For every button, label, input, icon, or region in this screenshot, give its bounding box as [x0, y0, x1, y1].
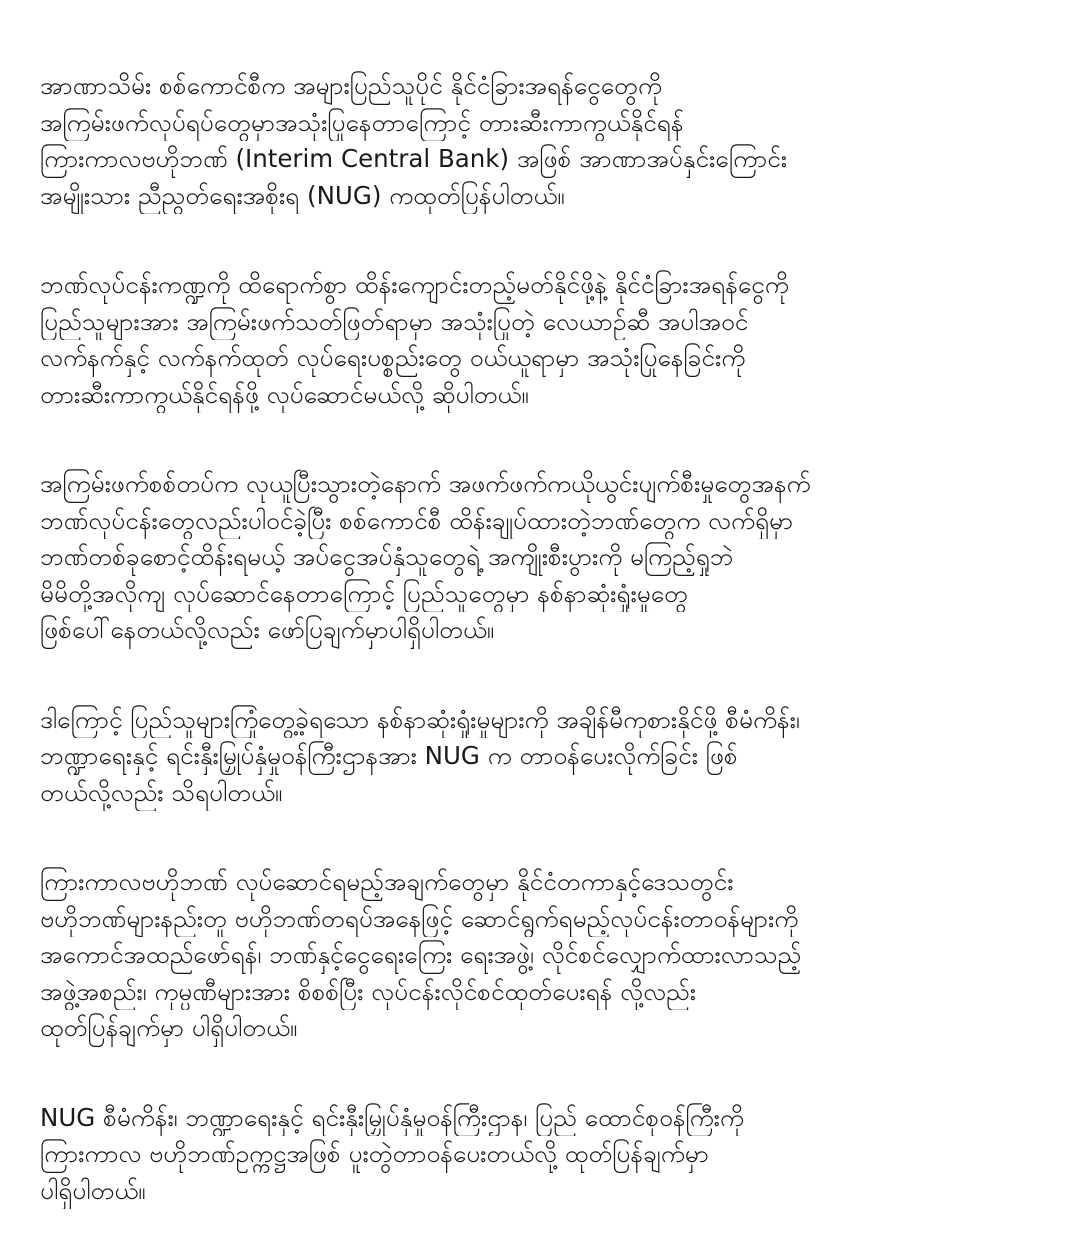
text-line: လက်နက်နှင့် လက်နက်ထုတ် လုပ်ရေးပစ္စည်းတွေ ဝယ်ယူရာမှာ အသုံးပြုနေခြင်းကို — [40, 343, 746, 372]
text-line: တယ်လို့လည်း သိရပါတယ်။ — [40, 777, 283, 807]
text-line: အဖွဲ့အစည်း၊ ကုမ္ပဏီများအား စိစစ်ပြီး လုပ်ငန်းလိုင်စင်ထုတ်ပေးရန် လို့လည်း — [40, 976, 696, 1006]
text-line: ဗဟိုဘဏ်များနည်းတူ ဗဟိုဘဏ်တရပ်အနေဖြင့် ဆောင်ရွက်ရမည့်လုပ်ငန်းတာဝန်များကို — [40, 903, 799, 933]
text-line: ကြားကာလ ဗဟိုဘဏ်ဥက္ကဋ္ဌအဖြစ် ပူးတွဲတာဝန်ပေးတယ်လို့ ထုတ်ပြန်ချက်မှာ — [40, 1139, 709, 1168]
paragraph-2 — [40, 267, 1040, 413]
text-line: အာဏာသိမ်း စစ်ကောင်စီက အများပြည်သူပိုင် နိုင်ငံခြားအရန်ငွေတွေကို — [40, 71, 662, 100]
paragraph-5 — [40, 864, 1040, 1047]
text-line: တားဆီးကာကွယ်နိုင်ရန်ဖို့ လုပ်ဆောင်မယ်လို့ ဆိုပါတယ်။ — [40, 379, 529, 409]
text-line: အကောင်အထည်ဖော်ရန်၊ ဘဏ်နှင့်ငွေရေးကြေး ရေးအဖွဲ့၊ လိုင်စင်လျှောက်ထားလာသည့် — [40, 940, 802, 969]
text-line: မိမိတို့အလိုကျ လုပ်ဆောင်နေတာကြောင့် ပြည်သူတွေမှာ နစ်နာဆုံးရှုံးမှုတွေ — [40, 578, 688, 608]
text-line: ထုတ်ပြန်ချက်မှာ ပါရှိပါတယ်။ — [40, 1013, 298, 1042]
paragraph-1 — [40, 68, 1040, 214]
text-line: ဒါကြောင့် ပြည်သူများကြုံတွေ့ခဲ့ရသော နစ်နာဆုံးရှုံးမှုများကို အချိန်မီကုစားနိုင်ဖို့ စီမံကိန်း၊ — [40, 704, 800, 734]
text-line: အမျိုးသား ညီညွတ်ရေးအစိုးရ (NUG) ကထုတ်ပြန်ပါတယ်။ — [40, 180, 565, 210]
text-line: ဖြစ်ပေါ်နေတယ်လို့လည်း ဖော်ပြချက်မှာပါရှိပါတယ်။ — [40, 615, 495, 644]
text-line: ကြားကာလဗဟိုဘဏ် (Interim Central Bank) အဖြစ် အာဏာအပ်နှင်းကြောင်း — [40, 144, 788, 173]
text-line: ကြားကာလဗဟိုဘဏ် လုပ်ဆောင်ရမည့်အချက်တွေမှာ နိုင်ငံတကာနှင့်ဒေသတွင်း — [40, 867, 734, 896]
text-line: ပြည်သူများအား အကြမ်းဖက်သတ်ဖြတ်ရာမှာ အသုံးပြုတဲ့ လေယာဉ်ဆီ အပါအဝင် — [40, 306, 749, 336]
text-line: ပါရှိပါတယ်။ — [40, 1175, 146, 1205]
text-line: အကြမ်းဖက်လုပ်ရပ်တွေမှာအသုံးပြုနေတာကြောင့် တားဆီးကာကွယ်နိုင်ရန် — [40, 107, 684, 137]
paragraph-6 — [40, 1100, 1040, 1210]
paragraph-3 — [40, 466, 1040, 649]
text-line: ဘဏ်လုပ်ငန်းကဏ္ဍကို ထိရောက်စွာ ထိန်းကျောင်းတည့်မတ်နိုင်ဖို့နဲ့ နိုင်ငံခြားအရန်ငွေကို — [40, 270, 789, 299]
paragraph-4 — [40, 702, 1040, 812]
text-line: ဘဏ်လုပ်ငန်းတွေလည်းပါဝင်ခဲ့ပြီး စစ်ကောင်စီ ထိန်းချုပ်ထားတဲ့ဘဏ်တွေက လက်ရှိမှာ — [40, 505, 794, 535]
text-line: ဘဏ်တစ်ခုစောင့်ထိန်းရမယ့် အပ်ငွေအပ်နှံသူတွေရဲ့ အကျိုးစီးပွားကို မကြည့်ရှုဘဲ — [40, 542, 734, 571]
text-line: အကြမ်းဖက်စစ်တပ်က လုယူပြီးသွားတဲ့နောက် အဖက်ဖက်ကယိုယွင်းပျက်စီးမှုတွေအနက် — [40, 469, 811, 498]
text-line: ဘဏ္ဍာရေးနှင့် ရင်းနှီးမြှုပ်နှံမှုဝန်ကြီးဌာနအား NUG က တာဝန်ပေးလိုက်ခြင်း ဖြစ် — [40, 741, 738, 770]
text-line: NUG စီမံကိန်း၊ ဘဏ္ဍာရေးနှင့် ရင်းနှီးမြှုပ်နှံမှုဝန်ကြီးဌာန၊ ပြည် ထောင်စုဝန်ကြီးကို — [40, 1102, 744, 1132]
